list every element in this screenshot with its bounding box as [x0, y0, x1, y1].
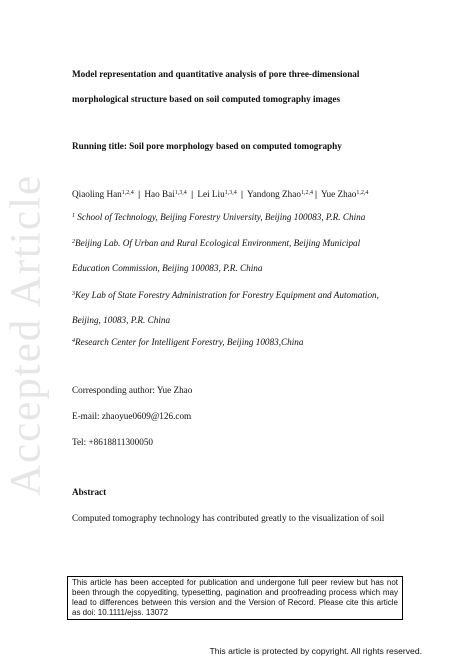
contact-phone: Tel: +8618811300050: [72, 437, 154, 447]
affiliation-2-line-1: [72, 237, 360, 249]
running-title: Running title: Soil pore morphology based on computed tomography: [72, 141, 342, 151]
affiliation-4: [72, 336, 303, 348]
author-affiliation-sup: 1,2,4: [300, 190, 313, 196]
affiliation-2-line-2: Education Commission, Beijing 100083, P.R. China: [72, 263, 263, 273]
author-separator: |: [138, 189, 141, 199]
author-affiliation-sup: 1,2,4: [356, 190, 369, 196]
author-separator: |: [241, 189, 244, 199]
author-separator: |: [191, 189, 194, 199]
affiliation-1: [72, 211, 365, 223]
abstract-heading: Abstract: [72, 487, 107, 497]
author-affiliation-sup: 1,3,4: [174, 190, 187, 196]
paper-title-line-2: morphological structure based on soil computed tomography images: [72, 94, 341, 104]
contact-email: E-mail: zhaoyue0609@126.com: [72, 411, 192, 421]
affiliation-text: Beijing Lab. Of Urban and Rural Ecological Environment, Beijing Municipal: [75, 238, 361, 248]
accepted-article-notice: This article has been accepted for publication and undergone full peer review but has not been through the copyediting, typesetting, pagination and proofreading process which may lead to differences between this version and the Version of Record. Please cite this article as doi: 10.1111/ejss. 13072: [67, 576, 403, 620]
author-name: Lei Liu: [197, 189, 225, 199]
author-list: [72, 188, 368, 200]
affiliation-number: 2: [72, 239, 75, 245]
affiliation-text: Research Center for Intelligent Forestry, Beijing 10083,China: [75, 337, 304, 347]
affiliation-3-line-1: [72, 289, 379, 301]
affiliation-text: Key Lab of State Forestry Administration for Forestry Equipment and Automation,: [75, 290, 379, 300]
accepted-article-watermark: [2, 140, 50, 530]
author-affiliation-sup: 1,3,4: [224, 190, 237, 196]
paper-title-line-1: Model representation and quantitative analysis of pore three-dimensional: [72, 69, 360, 79]
affiliation-text: School of Technology, Beijing Forestry University, Beijing 100083, P.R. China: [75, 212, 366, 222]
affiliation-number: 3: [72, 291, 75, 297]
abstract-text: Computed tomography technology has contributed greatly to the visualization of soil: [72, 513, 385, 523]
author-name: Yue Zhao: [320, 189, 357, 199]
author-name: Hao Bai: [144, 189, 175, 199]
watermark-text: Accepted Article: [2, 173, 50, 497]
copyright-footer: This article is protected by copyright. All rights reserved.: [209, 646, 422, 656]
affiliation-3-line-2: Beijing, 10083, P.R. China: [72, 315, 171, 325]
affiliation-number: 4: [72, 338, 75, 344]
affiliation-number: 1: [72, 213, 75, 219]
author-name: Qiaoling Han: [72, 189, 122, 199]
author-separator: |: [314, 189, 317, 199]
author-affiliation-sup: 1,2,4: [121, 190, 134, 196]
corresponding-author: Corresponding author: Yue Zhao: [72, 385, 193, 395]
author-name: Yandong Zhao: [247, 189, 301, 199]
